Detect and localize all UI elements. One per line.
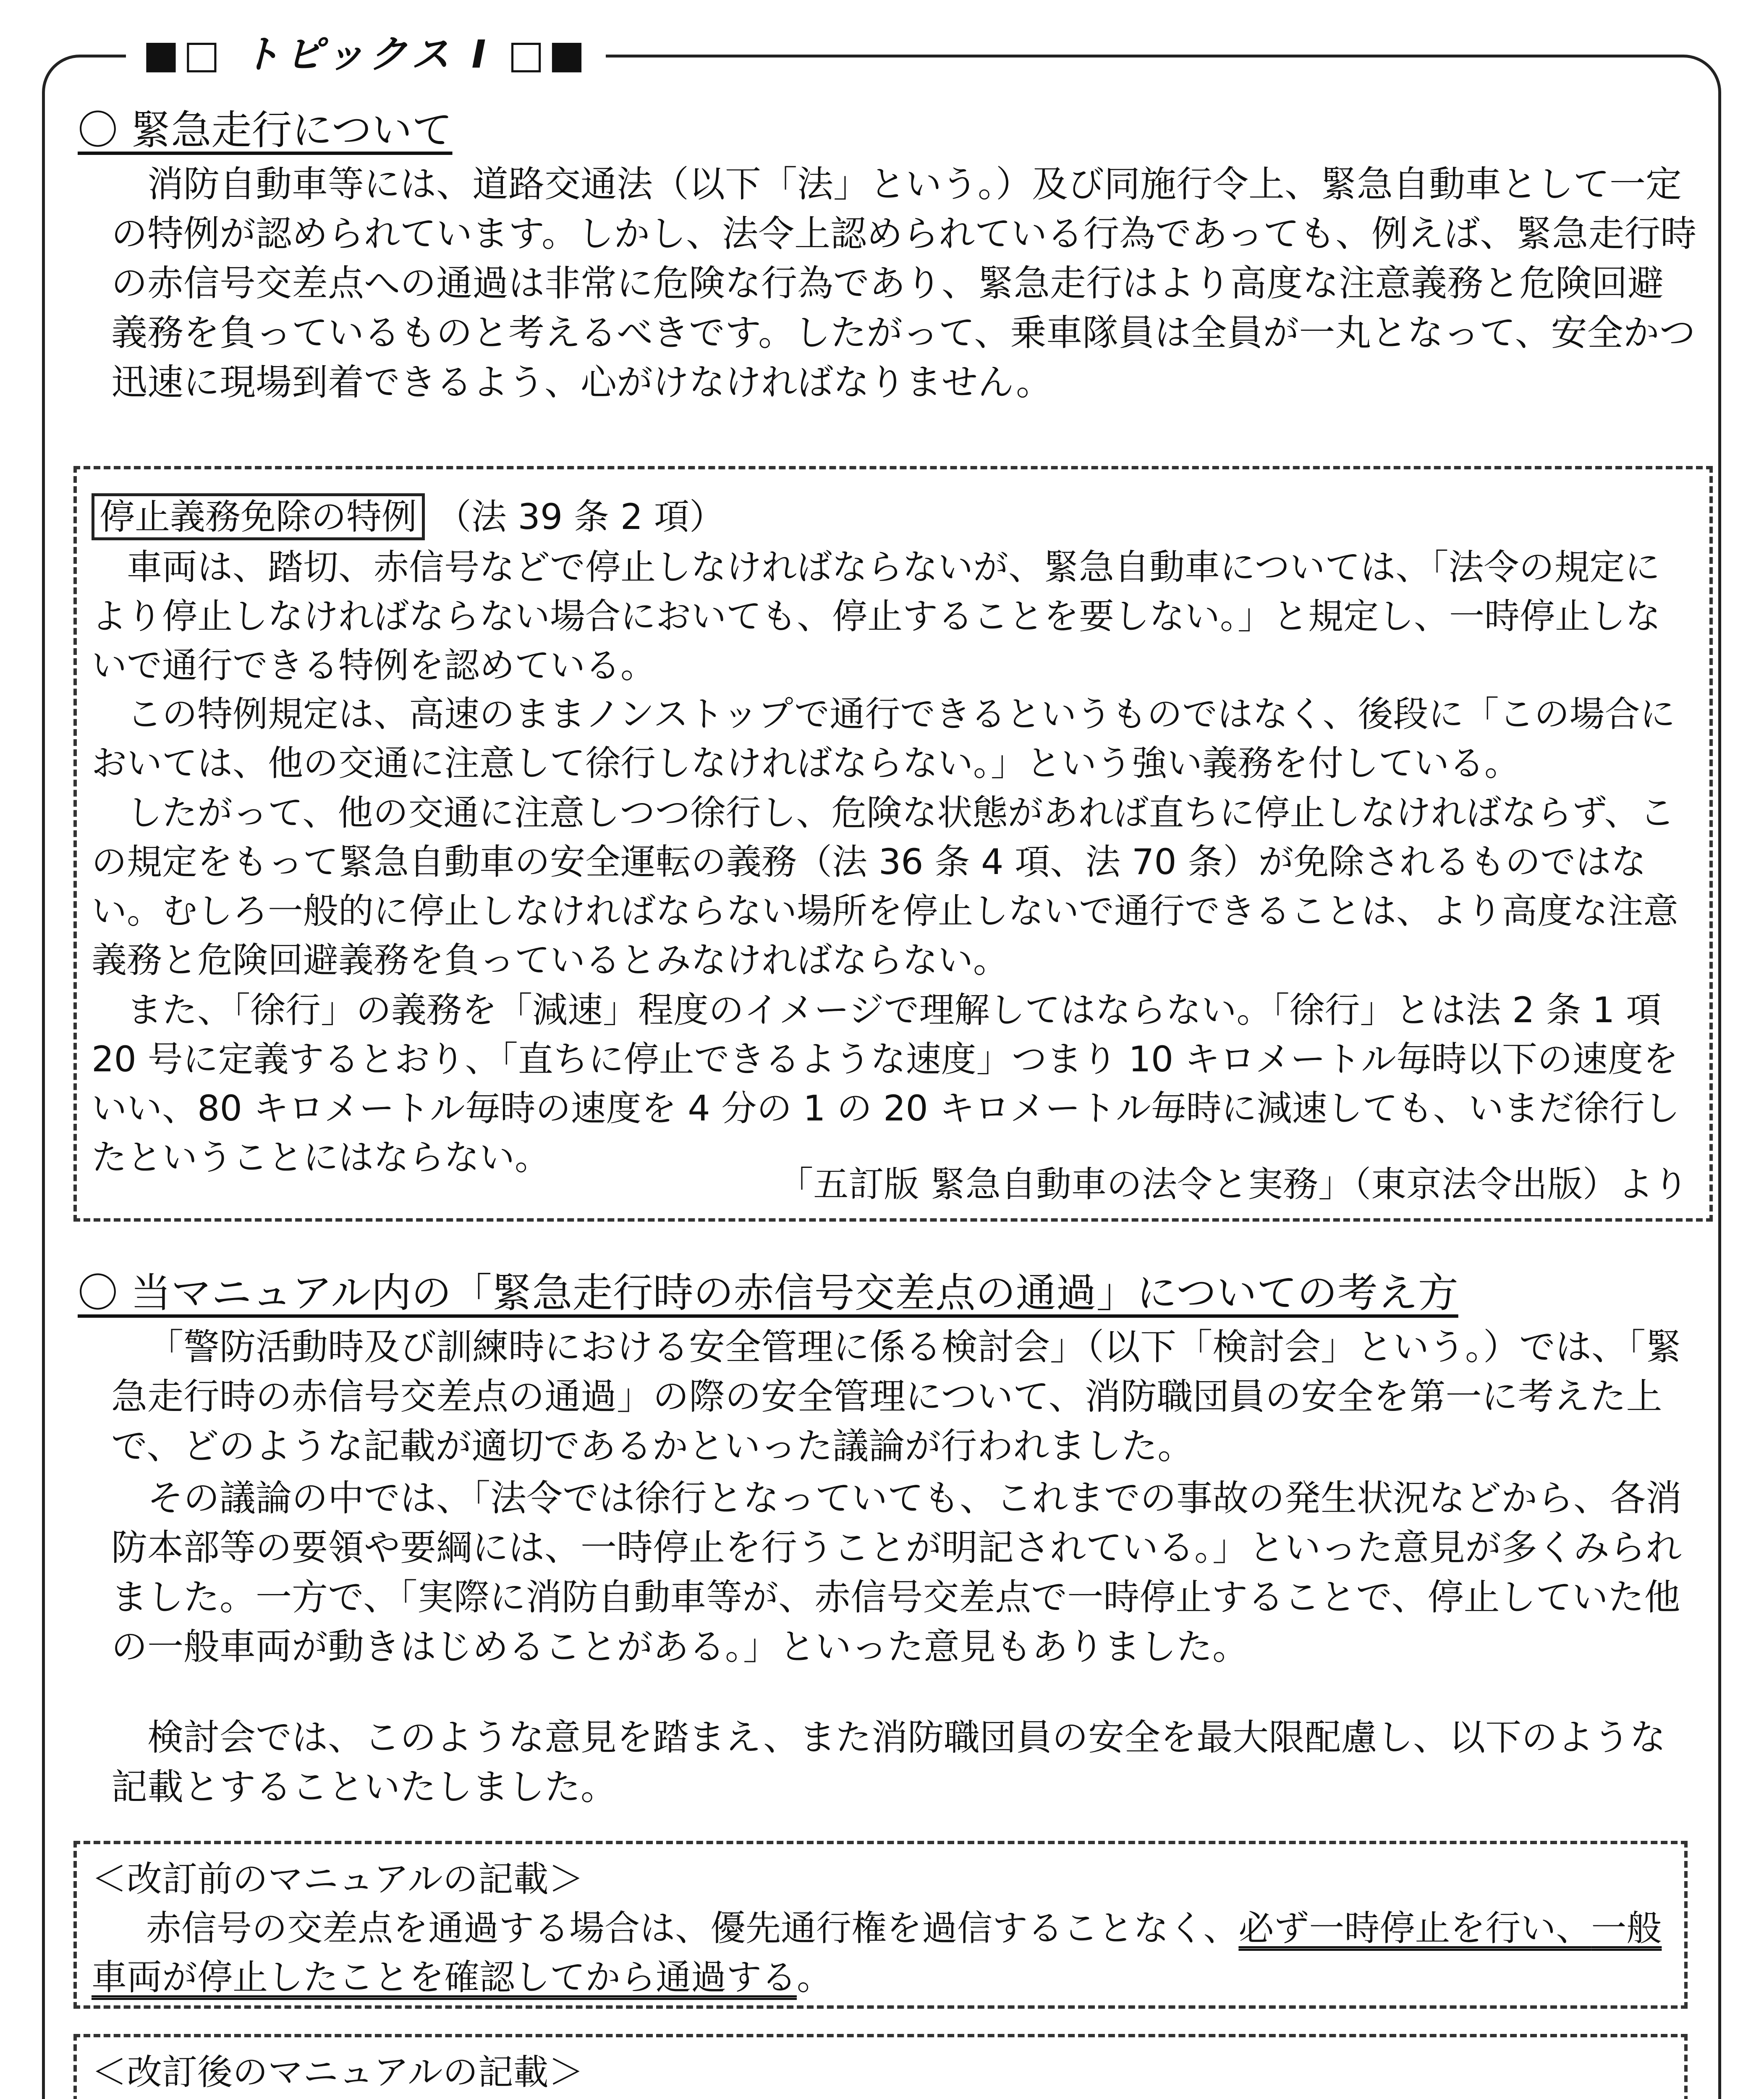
section2-title: 〇 当マニュアル内の「緊急走行時の赤信号交差点の通過」についての考え方	[78, 1269, 1458, 1316]
before-emphasis-stop: 必ず一時停止を行い、	[1238, 1908, 1591, 1949]
quote-p1: 車両は、踏切、赤信号などで停止しなければならないが、緊急自動車については、「法令の規定により停止しなければならない場合においても、停止することを要しない。」と規定し、一時停止しないで通行できる特例を認めている。	[92, 547, 1661, 686]
quote-p3: したがって、他の交通に注意しつつ徐行し、危険な状態があれば直ちに停止しなければならず、この規定をもって緊急自動車の安全運転の義務（法 36 条 4 項、法 70 条）が免除されるものではない。むしろ一般的に停止しなければならない場所を停止しないで通行できることは、より高度な注意義務と危険回避義務を負っているとみなければならない。	[92, 792, 1679, 981]
quote-p4: また、「徐行」の義務を「減速」程度のイメージで理解してはならない。「徐行」とは法 2 条 1 項 20 号に定義するとおり、「直ちに停止できるような速度」つまり 10 キロメートル毎時以下の速度をいい、80 キロメートル毎時の速度を 4 分の 1 の 20 キロメートル毎時に減速しても、いまだ徐行したということにはならない。	[92, 989, 1680, 1178]
after-box	[73, 2034, 1688, 2099]
section2-p1: 「警防活動時及び訓練時における安全管理に係る検討会」（以下「検討会」という。）では、「緊急走行時の赤信号交差点の通過」の際の安全管理について、消防職団員の安全を第一に考えた上で、どのような記載が適切であるかといった議論が行われました。	[111, 1326, 1682, 1467]
quote-source: 「五訂版 緊急自動車の法令と実務」（東京法令出版）より	[778, 1164, 1688, 1205]
header-title: ■□ トピックス Ⅰ □■	[126, 23, 606, 86]
section1-title: 〇 緊急走行について	[78, 107, 453, 154]
before-emphasis-confirm: 一般車両が停止したことを確認してから通過する	[92, 1908, 1662, 1998]
section2-p3: 検討会では、このような意見を踏まえ、また消防職団員の安全を最大限配慮し、以下のような記載とすることいたしました。	[111, 1717, 1666, 1808]
after-text	[92, 2097, 1670, 2099]
quote-box	[73, 466, 1713, 1222]
before-heading: ＜改訂前のマニュアルの記載＞	[92, 1858, 584, 1900]
section2-p2: その議論の中では、「法令では徐行となっていても、これまでの事故の発生状況などから、各消防本部等の要領や要綱には、一時停止を行うことが明記されている。」といった意見が多くみられました。一方で、「実際に消防自動車等が、赤信号交差点で一時停止することで、停止していた他の一般車両が動きはじめることがある。」といった意見もありました。	[111, 1477, 1682, 1668]
section1-body: 消防自動車等には、道路交通法（以下「法」という。）及び同施行令上、緊急自動車として一定の特例が認められています。しかし、法令上認められている行為であっても、例えば、緊急走行時の赤信号交差点への通過は非常に危険な行為であり、緊急走行はより高度な注意義務と危険回避義務を負っているものと考えるべきです。したがって、乗車隊員は全員が一丸となって、安全かつ迅速に現場到着できるよう、心がけなければなりません。	[111, 163, 1697, 403]
quote-heading	[92, 492, 1695, 542]
quote-ref: （法 39 条 2 項）	[436, 496, 725, 537]
before-box	[73, 1841, 1688, 2009]
before-text: 赤信号の交差点を通過する場合は、優先通行権を過信することなく、必ず一時停止を行い、一般車両が停止したことを確認してから通過する。	[92, 1908, 1662, 1998]
after-heading: ＜改訂後のマニュアルの記載＞	[92, 2052, 584, 2093]
quote-tag: 停止義務免除の特例	[92, 493, 425, 540]
quote-p2: この特例規定は、高速のままノンストップで通行できるというものではなく、後段に「この場合においては、他の交通に注意して徐行しなければならない。」という強い義務を付している。	[92, 694, 1675, 784]
